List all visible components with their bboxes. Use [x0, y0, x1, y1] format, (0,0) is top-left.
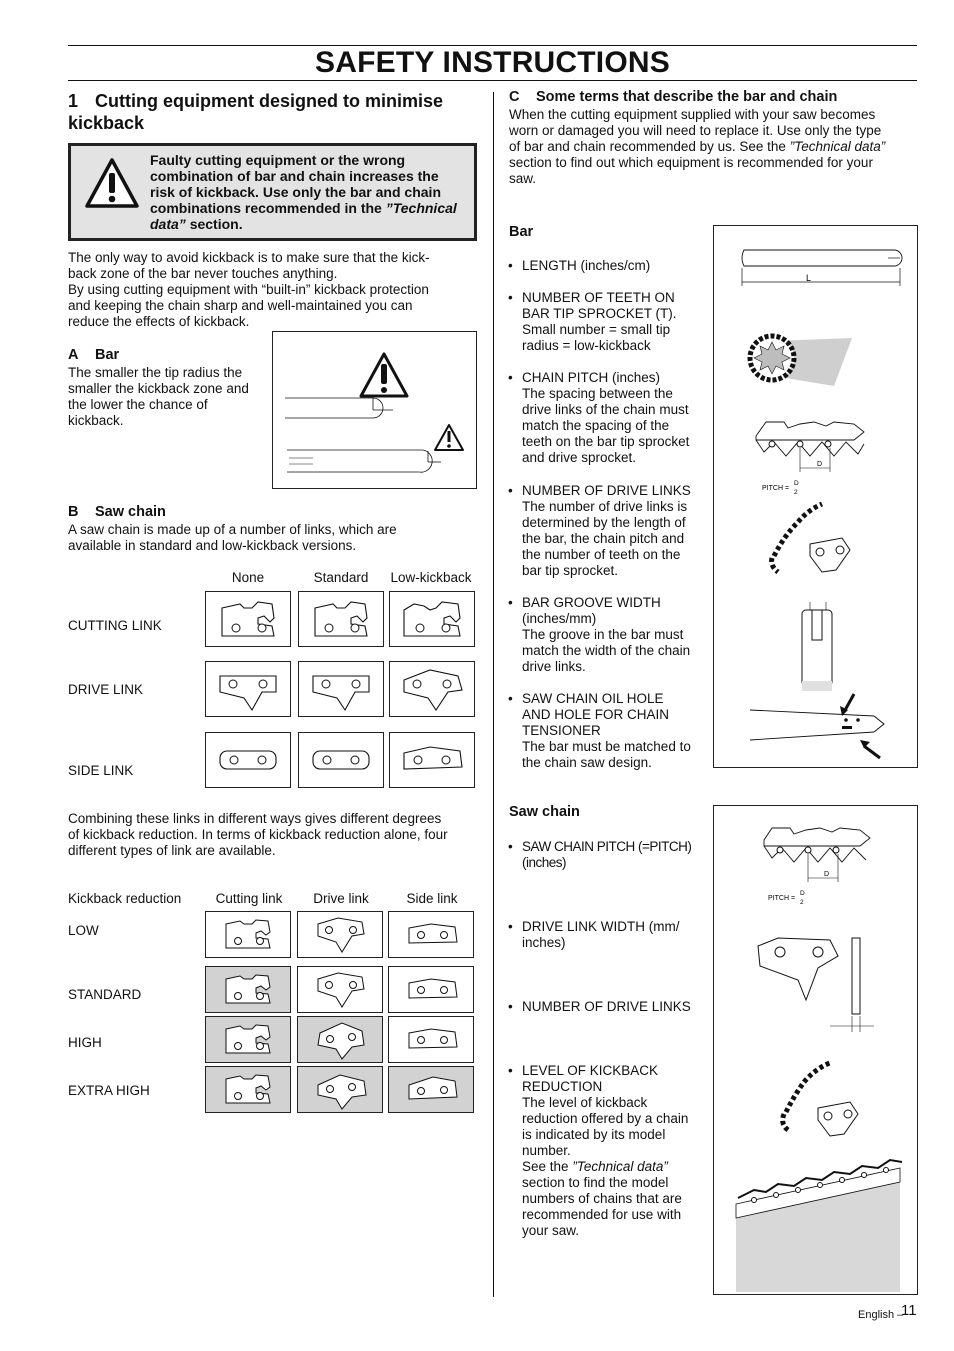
cutting-link-standard [298, 591, 384, 647]
svg-text:D: D [800, 890, 805, 897]
saw-chain-terms-list [508, 839, 708, 1239]
section-c-line: saw. [509, 171, 537, 186]
warning-triangle-icon [83, 156, 141, 212]
kickback-header-drive-link: Drive link [313, 891, 369, 906]
kickback-header-side-link: Side link [406, 891, 458, 906]
low-cutting-link [205, 911, 291, 958]
section-c-line: of bar and chain recommended by us. See the [509, 139, 786, 154]
warning-line: combination of bar and chain increases the [150, 168, 439, 184]
saw-chain-term-item: • DRIVE LINK WIDTH (mm/ inches) [508, 919, 706, 951]
low-side-link [388, 911, 474, 958]
extra-high-cutting-link [205, 1066, 291, 1113]
bar-line: kickback. [68, 413, 124, 428]
section-c-line: When the cutting equipment supplied with your saw becomes [509, 107, 876, 122]
section1-number: 1 [68, 91, 79, 111]
section1-heading-line2: kickback [68, 113, 145, 133]
section-c-paragraph [509, 107, 919, 187]
cutting-link-low-kickback [389, 591, 475, 647]
high-drive-link [297, 1016, 383, 1063]
section-c-line: worn or damaged you will need to replace it. Use only the type [509, 123, 882, 138]
bar-term-item: • SAW CHAIN OIL HOLE AND HOLE FOR CHAIN TENSIONER The bar must be matched to the chain saw design. [508, 691, 706, 771]
combining-line: of kickback reduction. In terms of kickback reduction alone, four [68, 827, 448, 842]
pitch-formula: PITCH = [762, 485, 790, 492]
row-label-side-link: SIDE LINK [68, 763, 134, 778]
intro-line: back zone of the bar never touches anything. [68, 266, 338, 281]
combining-line: different types of link are available. [68, 843, 276, 858]
intro-line: and keeping the chain sharp and well-maintained you can [68, 298, 413, 313]
high-cutting-link [205, 1016, 291, 1063]
extra-high-drive-link [297, 1066, 383, 1113]
bar-line: the lower the chance of [68, 397, 208, 412]
bar-line: The smaller the tip radius the [68, 365, 243, 380]
drive-link-standard [298, 661, 384, 717]
saw-chain-title: Saw chain [95, 504, 166, 520]
high-side-link [388, 1016, 474, 1063]
bar-term-item: • NUMBER OF DRIVE LINKS The number of drive links is determined by the length of the bar, the chain pitch and the number of teeth on the bar tip sprocket. [508, 483, 706, 579]
kickback-header-reduction: Kickback reduction [68, 891, 182, 906]
saw-chain-line: A saw chain is made up of a number of links, which are [68, 522, 397, 537]
bar-line: smaller the kickback zone and [68, 381, 249, 396]
side-link-standard [298, 732, 384, 788]
intro-paragraph [68, 250, 478, 330]
svg-text:2: 2 [800, 899, 804, 906]
extra-high-side-link [388, 1066, 474, 1113]
column-header-low-kickback: Low-kickback [390, 570, 472, 585]
kickback-row-extra-high: EXTRA HIGH [68, 1083, 150, 1098]
warning-line: Faulty cutting equipment or the wrong [150, 152, 406, 168]
side-link-none [205, 732, 291, 788]
warning-box [68, 143, 477, 241]
drive-link-none [205, 661, 291, 717]
bar-terms-figure [713, 225, 918, 768]
technical-data-reference: ”Technical data” [572, 1159, 668, 1174]
saw-chain-line: available in standard and low-kickback versions. [68, 538, 357, 553]
bar-subheading: Bar [509, 224, 534, 240]
low-drive-link [297, 911, 383, 958]
warning-line: section. [189, 216, 243, 232]
kickback-row-standard: STANDARD [68, 987, 142, 1002]
warning-line: risk of kickback. Use only the bar and chain [150, 184, 441, 200]
warning-line: combinations recommended in the [150, 200, 382, 216]
kickback-row-high: HIGH [68, 1035, 102, 1050]
standard-cutting-link [205, 966, 291, 1013]
warning-italic: data” [150, 216, 186, 232]
bar-tip-figure [272, 331, 477, 489]
warning-text [150, 152, 472, 232]
row-label-cutting-link: CUTTING LINK [68, 618, 162, 633]
column-header-standard: Standard [313, 570, 369, 585]
bar-term-item: • NUMBER OF TEETH ON BAR TIP SPROCKET (T). Small number = small tip radius = low-kickback [508, 290, 706, 354]
intro-line: The only way to avoid kickback is to make sure that the kick- [68, 250, 430, 265]
column-divider [493, 92, 494, 1297]
length-label: L [806, 273, 812, 283]
footer-language: English – [858, 1309, 904, 1321]
bar-letter: A [68, 347, 79, 363]
title-rule [68, 80, 917, 81]
column-header-none: None [231, 570, 265, 585]
svg-text:D: D [794, 480, 799, 487]
svg-text:D: D [824, 871, 830, 878]
bar-term-item: • BAR GROOVE WIDTH (inches/mm) The groove in the bar must match the width of the chain drive links. [508, 595, 706, 675]
technical-data-reference: ”Technical data” [789, 139, 886, 154]
saw-chain-term-item: • NUMBER OF DRIVE LINKS [508, 999, 706, 1015]
standard-drive-link [297, 966, 383, 1013]
cutting-link-none [205, 591, 291, 647]
drive-link-low-kickback [389, 661, 475, 717]
side-link-low-kickback [389, 732, 475, 788]
bar-term-item: • LENGTH (inches/cm) [508, 258, 706, 274]
saw-chain-subheading: Saw chain [509, 804, 580, 820]
svg-text:2: 2 [794, 489, 798, 496]
kickback-row-low: LOW [68, 923, 99, 938]
saw-chain-letter: B [68, 504, 79, 520]
saw-chain-terms-figure [713, 805, 918, 1295]
section-c-title: Some terms that describe the bar and chain [536, 89, 838, 105]
pitch-d-label: D [817, 461, 823, 468]
kickback-header-cutting-link: Cutting link [215, 891, 283, 906]
saw-chain-paragraph [68, 522, 478, 554]
bar-terms-list [508, 258, 708, 778]
combining-line: Combining these links in different ways gives different degrees [68, 811, 442, 826]
saw-chain-term-item: • SAW CHAIN PITCH (=PITCH) (inches) [508, 839, 706, 871]
section-c-letter: C [509, 89, 520, 105]
row-label-drive-link: DRIVE LINK [68, 682, 144, 697]
page-title: SAFETY INSTRUCTIONS [315, 46, 670, 79]
bar-paragraph [68, 365, 268, 429]
saw-chain-terms-illustration [714, 806, 917, 1294]
combining-paragraph [68, 811, 478, 859]
warning-italic: ”Technical [385, 200, 457, 216]
bar-terms-illustration [714, 226, 917, 767]
section-c-line: section to find out which equipment is recommended for your [509, 155, 873, 170]
bar-tip-illustration [273, 332, 476, 488]
saw-chain-term-item: • LEVEL OF KICKBACK REDUCTION The level of kickback reduction offered by a chain is indicated by its model number. See the ”Technical data” section to find the model numbers of chains that are recommended for use with your saw. [508, 1063, 706, 1239]
page-number: 11 [901, 1302, 917, 1319]
bar-term-item: • CHAIN PITCH (inches) The spacing between the drive links of the chain must match the spacing of the teeth on the bar tip sprocket and drive sprocket. [508, 370, 706, 466]
section1-heading-line1: Cutting equipment designed to minimise [95, 91, 444, 111]
intro-line: By using cutting equipment with “built-in” kickback protection [68, 282, 429, 297]
intro-line: reduce the effects of kickback. [68, 314, 250, 329]
svg-text:PITCH =: PITCH = [768, 895, 796, 902]
bar-title: Bar [95, 347, 120, 363]
standard-side-link [388, 966, 474, 1013]
